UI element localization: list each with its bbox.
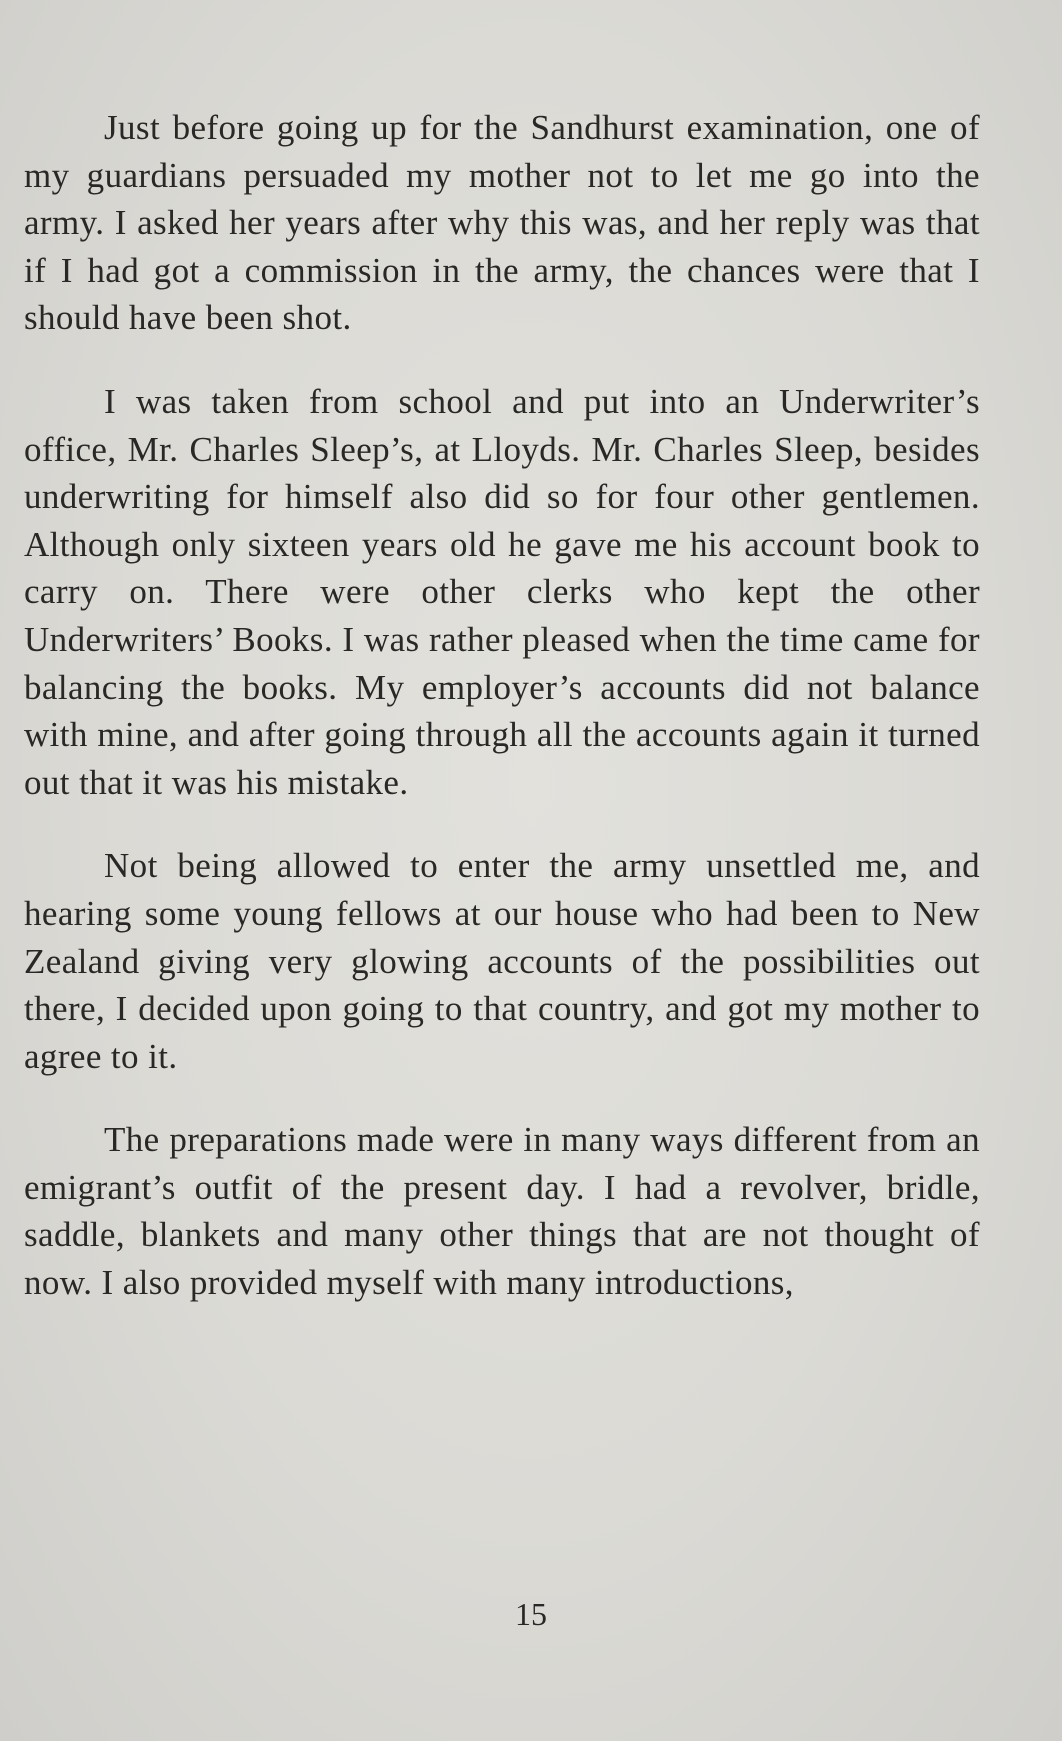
paragraph-new-zealand: Not being allowed to enter the army unsettled me, and hearing some young fellows at our house who had been to New Zealand giving very glowing accounts of the possibilities out there, I decided upon going to that country, and got my mother to agree to it. [24,846,980,1076]
page-number: 15 [515,1596,547,1632]
paragraph-underwriter-office: I was taken from school and put into an Underwriter’s office, Mr. Charles Sleep’s, at Lloyds. Mr. Charles Sleep, besides underwriting for himself also did so for four other gentlemen. Although only sixteen years old he gave me his account book to carry on. There were other clerks who kept the other Underwriters’ Books. I was rather pleased when the time came for balancing the books. My employer’s accounts did not balance with mine, and after going through all the accounts again it turned out that it was his mistake. [24,381,980,802]
paragraph-preparations: The preparations made were in many ways different from an emigrant’s outfit of the present day. I had a revolver, bridle, saddle, blankets and many other things that are not thought of now. I also provided myself with many introductions, [24,1120,980,1303]
paragraph-sandhurst: Just before going up for the Sandhurst examination, one of my guardians persuaded my mother not to let me go into the army. I asked her years after why this was, and her reply was that if I had got a commission in the army, the chances were that I should have been shot. [24,108,980,338]
body-text [24,104,980,1307]
